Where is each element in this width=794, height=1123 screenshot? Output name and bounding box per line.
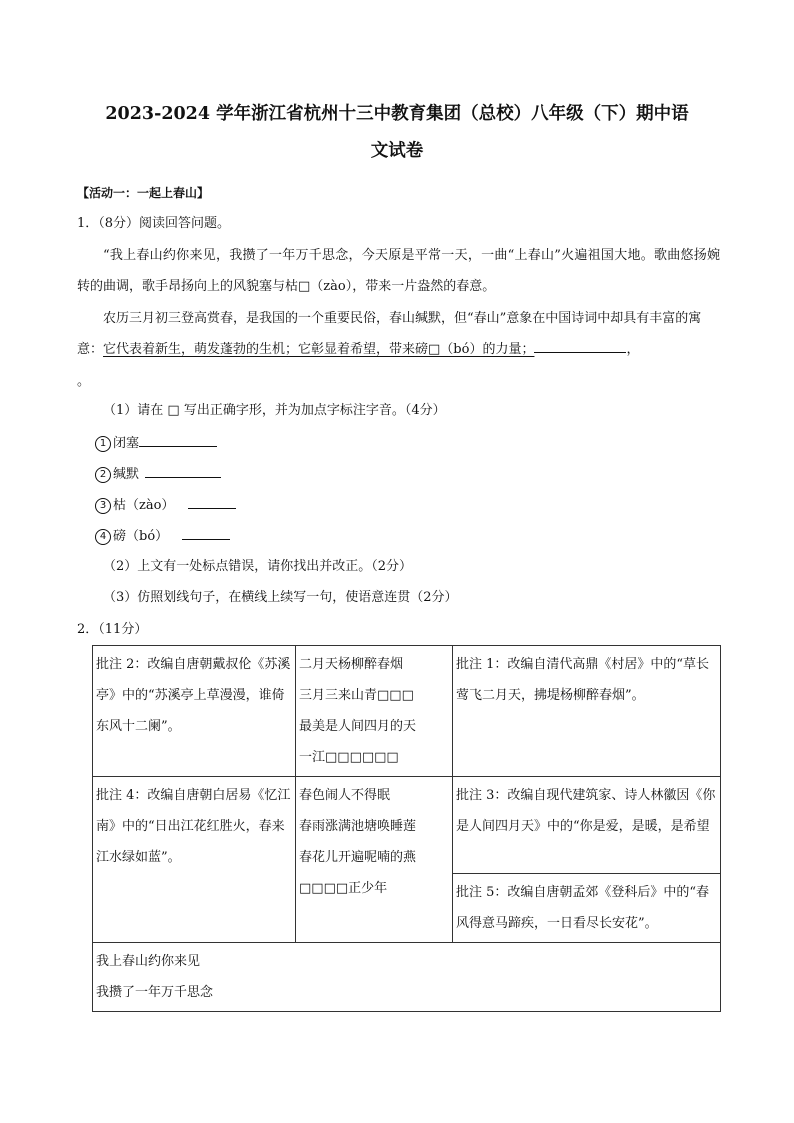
item-text: 闭塞 <box>113 436 140 451</box>
paragraph-2-tail: 。 <box>77 374 91 389</box>
exam-title <box>70 96 724 170</box>
circled-number: 3 <box>95 498 111 514</box>
question-1-header: 1．（8分）阅读回答问题。 <box>77 216 231 231</box>
circled-number: 2 <box>95 467 111 483</box>
item-text: 磅（bó） <box>113 529 169 544</box>
title-line-2: 文试卷 <box>370 141 424 161</box>
sub-question-1: （1）请在 □ 写出正确字形，并为加点字标注字音。（4分） <box>103 403 446 418</box>
poem-stanza-2: 春色闹人不得眠 春雨涨满池塘唤睡莲 春花儿开遍呢喃的燕 □□□□正少年 <box>296 777 453 943</box>
note-3-cell: 批注 3：改编自现代建筑家、诗人林徽因《你是人间四月天》中的“你是爱，是暖，是希望 <box>453 777 721 874</box>
answer-blank[interactable] <box>145 463 221 478</box>
answer-blank[interactable] <box>182 525 230 540</box>
sub-question-3: （3）仿照划线句子，在横线上续写一句，使语意连贯（2分） <box>103 590 458 605</box>
sub-question-2: （2）上文有一处标点错误，请你找出并改正。（2分） <box>103 559 413 574</box>
item-text: 缄默 <box>113 467 140 482</box>
circled-number: 1 <box>95 436 111 452</box>
note-5-cell: 批注 5：改编自唐朝孟郊《登科后》中的“春风得意马蹄疾，一日看尽长安花”。 <box>453 874 721 943</box>
title-line-1: 2023-2024 学年浙江省杭州十三中教育集团（总校）八年级（下）期中语 <box>105 104 689 124</box>
item-1 <box>95 432 217 455</box>
poem-stanza-1: 二月天杨柳醉春烟 三月三来山青□□□ 最美是人间四月的天 一江□□□□□□ <box>296 646 453 777</box>
poem-annotation-table <box>92 645 721 1012</box>
item-2 <box>95 463 221 486</box>
note-2-cell: 批注 2：改编自唐朝戴叔伦《苏溪亭》中的“苏溪亭上草漫漫，谁倚东风十二阑”。 <box>93 646 296 777</box>
item-text: 枯（zào） <box>113 498 175 513</box>
item-4 <box>95 525 230 548</box>
underlined-sentence: 它代表着新生，萌发蓬勃的生机；它彰显着希望，带来磅□（bó）的力量； <box>103 342 535 357</box>
paragraph-2-lead: 农历三月初三登高赏春，是我国的一个重要民俗，春山缄默，但“春山”意象在中国诗词中却具有丰富的寓意： <box>77 311 702 357</box>
answer-blank[interactable] <box>188 494 236 509</box>
poem-footer-cell: 我上春山约你来见 我攒了一年万千思念 <box>93 943 721 1012</box>
note-4-cell: 批注 4：改编自唐朝白居易《忆江南》中的“日出江花红胜火，春来江水绿如蓝”。 <box>93 777 296 943</box>
item-3 <box>95 494 236 517</box>
answer-blank[interactable] <box>534 338 626 353</box>
note-1-cell: 批注 1：改编自清代高鼎《村居》中的“草长莺飞二月天，拂堤杨柳醉春烟”。 <box>453 646 721 777</box>
paragraph-2-comma: ， <box>626 342 640 357</box>
section-heading: 【活动一：一起上春山】 <box>77 186 210 200</box>
question-2-header: 2．（11分） <box>77 622 148 637</box>
answer-blank[interactable] <box>139 432 217 447</box>
question-1-paragraph-2 <box>77 303 720 365</box>
question-1-paragraph-1: “我上春山约你来见，我攒了一年万千思念，今天原是平常一天，一曲“上春山”火遍祖国大地。歌曲悠扬婉转的曲调，歌手昂扬向上的风貌塞与枯□（zào），带来一片盎然的春意。 <box>77 248 720 294</box>
circled-number: 4 <box>95 529 111 545</box>
